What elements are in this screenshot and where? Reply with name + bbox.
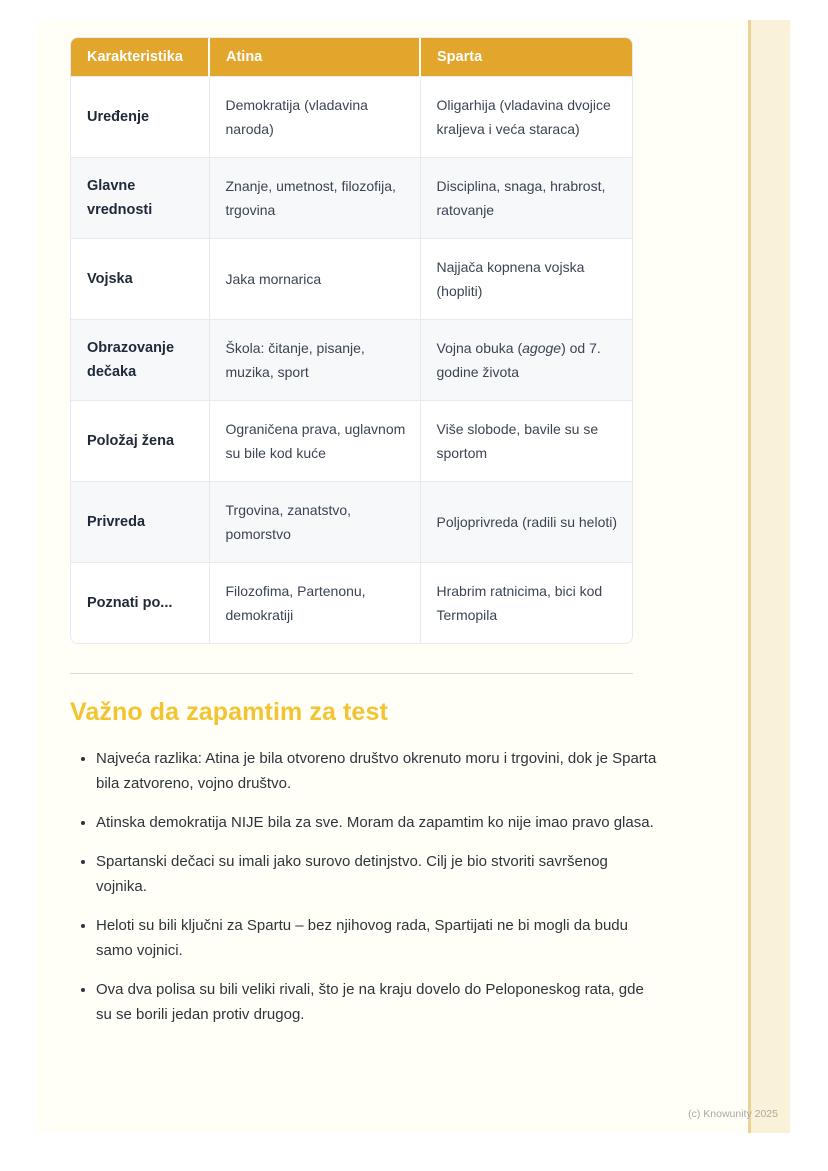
table-row	[71, 563, 633, 644]
column-header-atina: Atina	[209, 38, 420, 77]
cell-atina: Demokratija (vladavina naroda)	[209, 77, 420, 158]
cell-sparta: Oligarhija (vladavina dvojice kraljeva i veća staraca)	[420, 77, 633, 158]
cell-sparta: Poljoprivreda (radili su heloti)	[420, 482, 633, 563]
column-header-karakteristika: Karakteristika	[71, 38, 209, 77]
row-label-glavne-vrednosti: Glavne vrednosti	[71, 158, 209, 239]
page-edge-band	[748, 20, 790, 1133]
copyright-notice: (c) Knowunity 2025	[688, 1108, 778, 1120]
cell-atina: Filozofima, Partenonu, demokratiji	[209, 563, 420, 644]
table-header-row	[71, 38, 633, 77]
page-content	[36, 20, 676, 1027]
row-label-uredjenje: Uređenje	[71, 77, 209, 158]
row-label-vojska: Vojska	[71, 239, 209, 320]
cell-atina: Znanje, umetnost, filozofija, trgovina	[209, 158, 420, 239]
table-row	[71, 482, 633, 563]
cell-atina: Jaka mornarica	[209, 239, 420, 320]
italic-term-agoge: agoge	[522, 340, 562, 356]
cell-atina: Škola: čitanje, pisanje, muzika, sport	[209, 320, 420, 401]
row-label-privreda: Privreda	[71, 482, 209, 563]
cell-sparta: Više slobode, bavile su se sportom	[420, 401, 633, 482]
cell-sparta: Najjača kopnena vojska (hopliti)	[420, 239, 633, 320]
cell-atina: Ograničena prava, uglavnom su bile kod kuće	[209, 401, 420, 482]
text-fragment: Vojna obuka (	[436, 340, 523, 356]
notes-heading: Važno da zapamtim za test	[70, 698, 388, 726]
column-header-sparta: Sparta	[420, 38, 633, 77]
list-item: • Spartanski dečaci su imali jako surovo detinjstvo. Cilj je bio stvoriti savršenog vojnika.	[96, 849, 660, 899]
list-item: • Atinska demokratija NIJE bila za sve. Moram da zapamtim ko nije imao pravo glasa.	[96, 810, 660, 835]
table-row	[71, 401, 633, 482]
text-fragment: ) od 7. godine života	[436, 340, 601, 380]
cell-sparta: Disciplina, snaga, hrabrost, ratovanje	[420, 158, 633, 239]
list-item: • Ova dva polisa su bili veliki rivali, što je na kraju dovelo do Peloponeskog rata, gde su se borili jedan protiv drugog.	[96, 977, 660, 1027]
row-label-obrazovanje-decaka: Obrazovanje dečaka	[71, 320, 209, 401]
section-divider	[70, 673, 633, 674]
row-label-polozaj-zena: Položaj žena	[71, 401, 209, 482]
table-row	[71, 239, 633, 320]
table-row	[71, 158, 633, 239]
notes-list	[70, 746, 660, 1027]
cell-sparta	[420, 320, 633, 401]
list-item: • Heloti su bili ključni za Spartu – bez njihovog rada, Spartijati ne bi mogli da budu samo vojnici.	[96, 913, 660, 963]
list-item: • Najveća razlika: Atina je bila otvoreno društvo okrenuto moru i trgovini, dok je Sparta bila zatvoreno, vojno društvo.	[96, 746, 660, 796]
table-row	[71, 320, 633, 401]
comparison-table	[70, 37, 633, 644]
cell-sparta: Hrabrim ratnicima, bici kod Termopila	[420, 563, 633, 644]
table-row	[71, 77, 633, 158]
row-label-poznati-po: Poznati po...	[71, 563, 209, 644]
cell-atina: Trgovina, zanatstvo, pomorstvo	[209, 482, 420, 563]
document-page	[36, 20, 790, 1133]
